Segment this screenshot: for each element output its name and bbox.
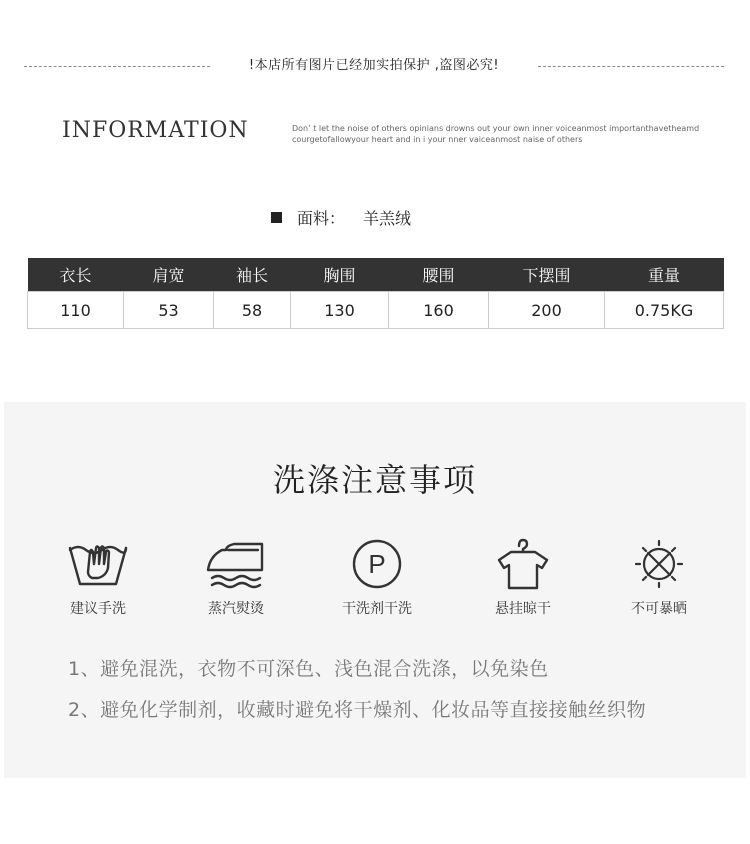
care-item-hand-wash <box>33 538 163 618</box>
size-value-chest: 130 <box>291 292 389 329</box>
no-sun-label: 不可暴晒 <box>631 601 687 617</box>
care-item-no-sun <box>594 538 724 618</box>
hand-wash-label: 建议手洗 <box>70 601 126 617</box>
dry-clean-icon <box>345 538 409 590</box>
copyright-notice: !本店所有图片已经加实拍保护 ,盗图必究! <box>248 58 500 73</box>
care-item-dry-clean <box>312 538 442 618</box>
hand-wash-icon <box>66 538 130 590</box>
dashed-divider-left <box>24 66 210 67</box>
steam-iron-icon <box>204 538 268 590</box>
care-rule-1: 1、避免混洗，衣物不可深色、浅色混合洗涤，以免染色 <box>68 658 549 680</box>
dry-clean-label: 干洗剂干洗 <box>342 601 412 617</box>
dashed-divider-right <box>538 66 724 67</box>
care-item-steam-iron <box>171 538 301 618</box>
care-item-hang-dry <box>458 538 588 618</box>
notice-row <box>24 54 724 78</box>
fabric-value: 羊羔绒 <box>363 208 412 228</box>
hang-dry-label: 悬挂晾干 <box>495 601 551 617</box>
svg-text:P: P <box>368 549 386 579</box>
size-header-weight: 重量 <box>605 258 724 292</box>
steam-iron-label: 蒸汽熨烫 <box>208 601 264 617</box>
wash-care-title: 洗涤注意事项 <box>272 461 477 499</box>
size-table <box>27 258 724 329</box>
information-tagline: Don’ t let the noise of others opinians drowns out your own inner voiceanmost importanthavetheamd courgetofallowyour heart and in i your nner vaiceanmost naise of others <box>292 124 700 144</box>
wash-care-panel <box>4 402 746 778</box>
care-rule-2: 2、避免化学制剂，收藏时避免将干燥剂、化妆品等直接接触丝织物 <box>68 699 647 721</box>
square-bullet-icon <box>271 212 282 223</box>
size-value-sleeve: 58 <box>214 292 291 329</box>
fabric-row <box>271 205 411 229</box>
hang-dry-icon <box>491 538 555 590</box>
size-header-hem: 下摆围 <box>489 258 605 292</box>
size-value-length: 110 <box>28 292 124 329</box>
size-value-shoulder: 53 <box>124 292 214 329</box>
size-header-shoulder: 肩宽 <box>124 258 214 292</box>
fabric-label: 面料： <box>297 208 346 228</box>
size-header-length: 衣长 <box>28 258 124 292</box>
size-value-hem: 200 <box>489 292 605 329</box>
size-header-chest: 胸围 <box>291 258 389 292</box>
size-table-header-row <box>28 258 724 292</box>
size-header-sleeve: 袖长 <box>214 258 291 292</box>
size-value-weight: 0.75KG <box>605 292 724 329</box>
size-value-waist: 160 <box>389 292 489 329</box>
size-header-waist: 腰围 <box>389 258 489 292</box>
information-heading: INFORMATION <box>62 118 249 143</box>
no-sun-icon <box>627 538 691 590</box>
size-table-value-row <box>28 292 724 329</box>
